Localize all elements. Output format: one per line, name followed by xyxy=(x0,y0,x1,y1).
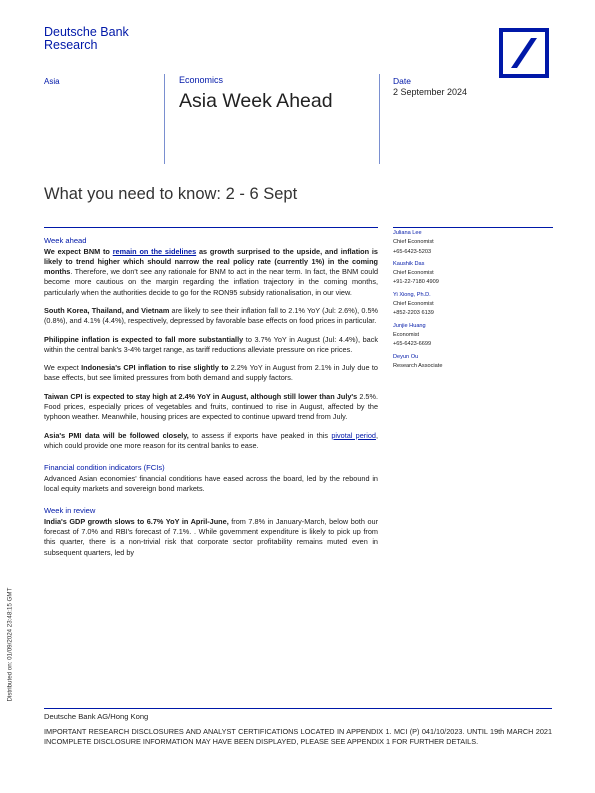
paragraph-india-gdp: India's GDP growth slows to 6.7% YoY in April-June, from 7.8% in January-March, below both our forecast of 7.0% and RBI's forecast of 7.1%. . While government expenditure is likely to pick up from this quarter, there is a non-trivial risk that corporate sector profitability remains muted even in subsequent quarters, led by xyxy=(44,516,378,557)
analyst-title: Chief Economist xyxy=(393,301,434,308)
analyst-phone: +852-2203 6139 xyxy=(393,310,434,317)
analyst-title: Economist xyxy=(393,331,420,338)
link-pivotal-period[interactable]: pivotal period xyxy=(331,430,376,440)
analyst-list xyxy=(393,229,543,374)
section-title-week-ahead: Week ahead xyxy=(44,236,87,245)
section-title-fci: Financial condition indicators (FCIs) xyxy=(44,463,165,473)
date-value: 2 September 2024 xyxy=(393,87,468,97)
analyst-title: Chief Economist xyxy=(393,239,434,246)
footer-disclosure: IMPORTANT RESEARCH DISCLOSURES AND ANALYST CERTIFICATIONS LOCATED IN APPENDIX 1. MCI (P) 041/10/2023. UNTIL 19th MARCH 2021 INCOMPLETE DISCLOSURE INFORMATION MAY HAVE BEEN DISPLAYED, PLEASE SEE APPENDIX 1 FOR FURTHER DETAILS. xyxy=(44,727,552,746)
footer-rule xyxy=(44,708,552,709)
analyst-phone: +91-22-7180 4909 xyxy=(393,279,439,286)
header-divider-2 xyxy=(379,74,380,164)
distribution-stamp: Distributed on: 01/09/2024 23:48:15 GMT xyxy=(6,587,14,702)
analyst-title: Research Associate xyxy=(393,362,443,369)
analyst-card xyxy=(393,291,543,319)
category-label: Economics xyxy=(179,75,224,85)
header-divider xyxy=(164,74,165,164)
footer-entity: Deutsche Bank AG/Hong Kong xyxy=(44,712,149,721)
paragraph-indonesia: We expect Indonesia's CPI inflation to rise slightly to 2.2% YoY in August from 2.1% in July due to base effects, but see limited pressures from both demand and supply factors. xyxy=(44,363,378,383)
brand xyxy=(44,26,129,52)
main-rule xyxy=(44,227,378,228)
analyst-phone: +65-6423-6699 xyxy=(393,341,432,348)
paragraph-taiwan: Taiwan CPI is expected to stay high at 2.4% YoY in August, although still lower than July's 2.5%. Food prices, especially prices of vegetables and fruits, continued to rise in August, affected by the typhoon weather. Meanwhile, housing prices are expected to continue upward trend from July. xyxy=(44,391,378,422)
paragraph-asia-pmi: Asia's PMI data will be followed closely, to assess if exports have peaked in this pivotal period, which could provide one more reason for its central banks to ease. xyxy=(44,430,378,450)
analyst-title: Chief Economist xyxy=(393,270,434,277)
region-label: Asia xyxy=(44,77,60,86)
analyst-card xyxy=(393,353,543,372)
date-label: Date xyxy=(393,76,411,86)
page-title: Asia Week Ahead xyxy=(179,90,333,112)
brand-name: Deutsche Bank xyxy=(44,25,129,39)
analyst-name[interactable]: Kaushik Das xyxy=(393,260,425,267)
paragraph-philippines: Philippine inflation is expected to fall more substantially to 3.7% YoY in August (Jul: 4.4%), back within the central bank's 3-4% target range, as tariff reductions alleviate pressure on rice prices. xyxy=(44,334,379,354)
analyst-name[interactable]: Deyun Ou xyxy=(393,353,419,360)
paragraph-korea-thailand-vietnam: South Korea, Thailand, and Vietnam are likely to see their inflation fall to 2.1% YoY (Jul: 2.6%), 0.5% (0.8%), and 4.1% (4.4%), respectively, depressed by favorable base effects on food prices in particular. xyxy=(44,305,378,326)
analyst-name[interactable]: Juliana Lee xyxy=(393,230,422,236)
paragraph-bnm: We expect BNM to remain on the sidelines as growth surprised to the upside, and inflation is likely to trend higher which should narrow the real policy rate (currently 1%) in the coming months. Therefore, we don't see any rationale for BNM to act in the near term. In fact, the BNM could become more cautious on the margin regarding the inflation trajectory in the coming months, particularly when the authorities decide to go for the RON95 subsidy rationalisation, in our view. xyxy=(44,246,378,297)
deutsche-bank-logo-icon xyxy=(499,28,549,78)
link-remain-on-sidelines[interactable]: remain on the sidelines xyxy=(112,246,197,256)
main-content xyxy=(44,236,378,566)
brand-division: Research xyxy=(44,38,98,52)
paragraph-fci: Advanced Asian economies' financial conditions have eased across the board, led by the rebound in local equity markets and sovereign bond markets. xyxy=(44,473,378,494)
analyst-card xyxy=(393,229,543,257)
analyst-name[interactable]: Yi Xiong, Ph.D. xyxy=(393,291,431,298)
analyst-name[interactable]: Junjie Huang xyxy=(393,322,426,329)
analyst-card xyxy=(393,260,543,288)
analyst-phone: +65-6423-5203 xyxy=(393,248,432,255)
side-rule xyxy=(393,227,553,228)
section-title-week-in-review: Week in review xyxy=(44,506,96,516)
headline: What you need to know: 2 - 6 Sept xyxy=(44,185,298,203)
analyst-card xyxy=(393,322,543,350)
